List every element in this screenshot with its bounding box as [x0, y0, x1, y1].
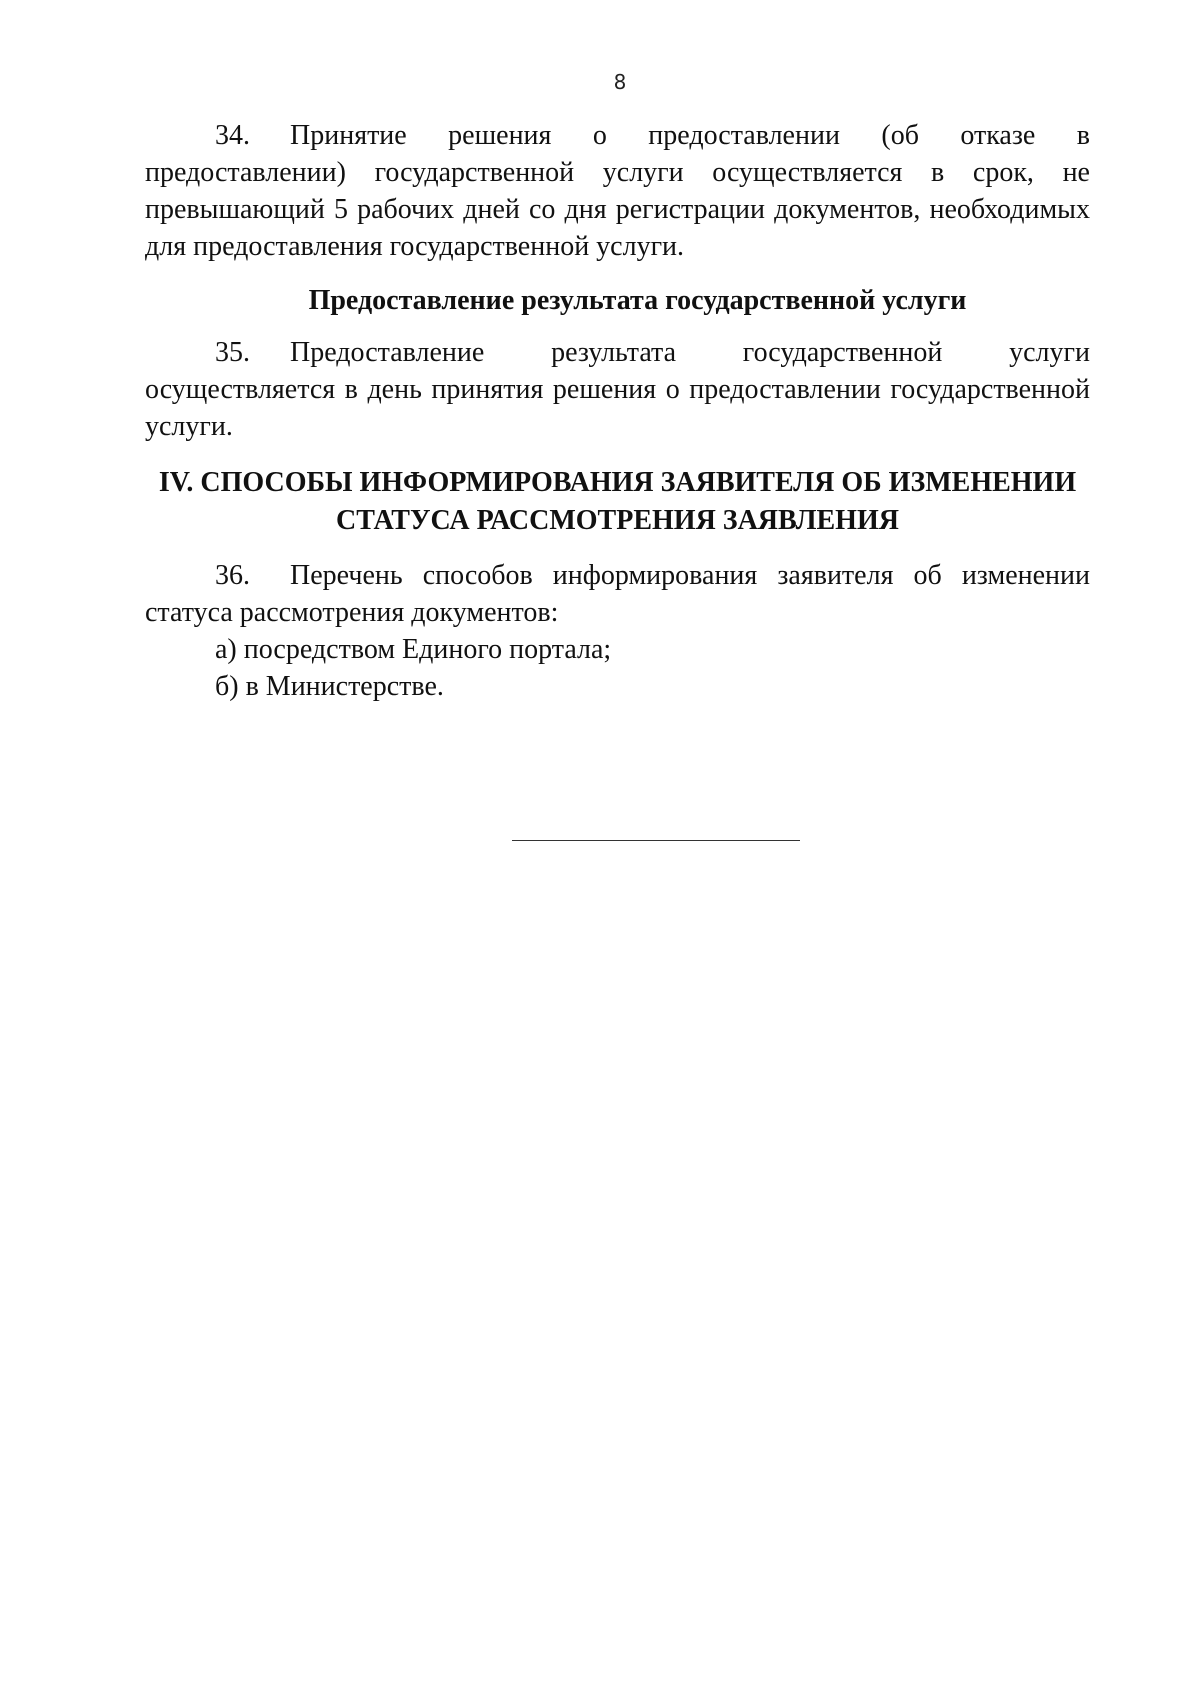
document-body — [145, 117, 1090, 705]
page-number: 8 — [613, 70, 627, 94]
section-heading-line: СТАТУСА РАССМОТРЕНИЯ ЗАЯВЛЕНИЯ — [336, 505, 899, 536]
paragraph-text: Предоставление результата государственной услуги осуществляется в день принятия решения о предоставлении государственной услуги. — [145, 337, 1090, 442]
paragraph-35 — [145, 334, 1090, 445]
paragraph-text: Перечень способов информирования заявителя об изменении статуса рассмотрения документов: — [145, 560, 1090, 628]
subheading: Предоставление результата государственной услуги — [308, 285, 967, 316]
paragraph-34 — [145, 117, 1090, 265]
paragraph-number: 36. — [215, 560, 250, 591]
section-heading — [145, 464, 1090, 540]
end-divider — [512, 840, 800, 841]
list-item: б) в Министерстве. — [215, 671, 444, 702]
paragraph-number: 34. — [215, 120, 250, 151]
section-heading-line: IV. СПОСОБЫ ИНФОРМИРОВАНИЯ ЗАЯВИТЕЛЯ ОБ ИЗМЕНЕНИИ — [158, 467, 1077, 498]
paragraph-text: Принятие решения о предоставлении (об отказе в предоставлении) государственной услуги осуществляется в срок, не превышающий 5 рабочих дней со дня регистрации документов, необходимых для предоставления государственной услуги. — [145, 120, 1090, 262]
paragraph-36 — [145, 557, 1090, 631]
paragraph-number: 35. — [215, 337, 250, 368]
list-item: а) посредством Единого портала; — [215, 634, 612, 665]
